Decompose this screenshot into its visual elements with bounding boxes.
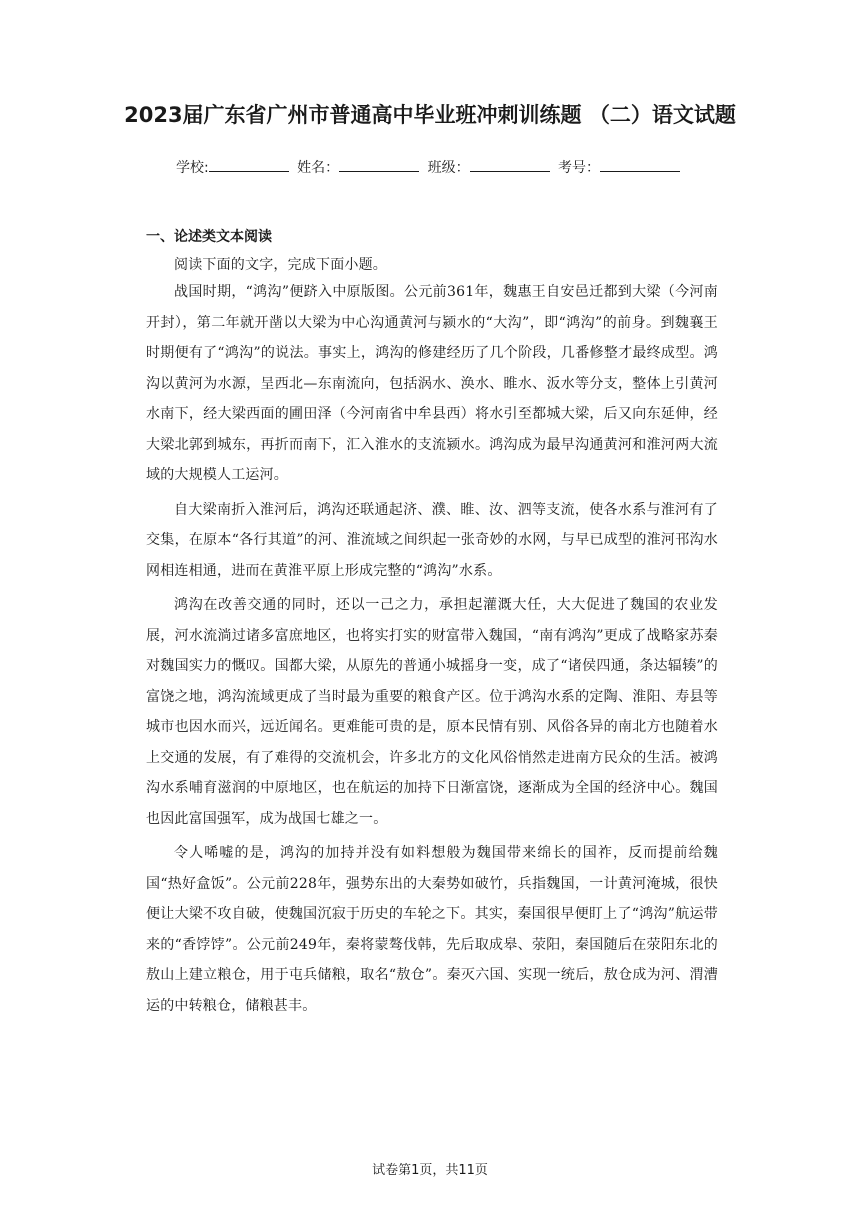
paragraph-1: 战国时期，“鸿沟”便跻入中原版图。公元前361年，魏惠王自安邑迁都到大梁（今河南开封），第二年就开凿以大梁为中心沟通黄河与颍水的“大沟”，即“鸿沟”的前身。到魏襄王时期便有了“鸿沟”的说法。事实上，鸿沟的修建经历了几个阶段，几番修整才最终成型。鸿沟以黄河为水源，呈西北—东南流向，包括涡水、涣水、睢水、汳水等分支，整体上引黄河水南下，经大梁西面的圃田泽（今河南省中牟县西）将水引至都城大梁，后又向东延伸，经大梁北郭到城东，再折而南下，汇入淮水的支流颍水。鸿沟成为最早沟通黄河和淮河两大流域的大规模人工运河。 — [146, 284, 718, 483]
name-label: 姓名： — [297, 160, 340, 176]
exam-number-label: 考号： — [558, 160, 601, 176]
exam-number-blank — [600, 156, 680, 172]
school-label: 学校: — [175, 160, 209, 176]
page-footer: 试卷第1页，共11页 — [372, 1163, 488, 1178]
class-blank — [470, 156, 550, 172]
reading-passage — [146, 253, 718, 1025]
class-label: 班级： — [427, 160, 470, 176]
instruction-text: 阅读下面的文字，完成下面小题。 — [174, 257, 387, 273]
student-info-line — [0, 156, 860, 179]
name-blank — [339, 156, 419, 172]
page-title: 2023届广东省广州市普通高中毕业班冲刺训练题 （二）语文试题 — [124, 103, 736, 127]
paragraph-2: 自大梁南折入淮河后，鸿沟还联通起济、濮、睢、汝、泗等支流，使各水系与淮河有了交集，在原本“各行其道”的河、淮流域之间织起一张奇妙的水网，与早已成型的淮河邗沟水网相连相通，进而在黄淮平原上形成完整的“鸿沟”水系。 — [146, 501, 718, 579]
school-blank — [209, 156, 289, 172]
section-heading: 一、论述类文本阅读 — [146, 229, 272, 245]
paragraph-3: 鸿沟在改善交通的同时，还以一己之力，承担起灌溉大任，大大促进了魏国的农业发展，河水流淌过诸多富庶地区，也将实打实的财富带入魏国，“南有鸿沟”更成了战略家苏秦对魏国实力的慨叹。国都大梁，从原先的普通小城摇身一变，成了“诸侯四通，条达辐辏”的富饶之地，鸿沟流域更成了当时最为重要的粮食产区。位于鸿沟水系的定陶、淮阳、寿县等城市也因水而兴，远近闻名。更难能可贵的是，原本民情有别、风俗各异的南北方也随着水上交通的发展，有了难得的交流机会，许多北方的文化风俗悄然走进南方民众的生活。被鸿沟水系哺育滋润的中原地区，也在航运的加持下日渐富饶，逐渐成为全国的经济中心。魏国也因此富国强军，成为战国七雄之一。 — [146, 597, 718, 827]
paragraph-4: 令人唏嘘的是，鸿沟的加持并没有如料想般为魏国带来绵长的国祚，反而提前给魏国“热好盒饭”。公元前228年，强势东出的大秦势如破竹，兵指魏国，一计黄河淹城，很快便让大梁不攻自破，使魏国沉寂于历史的车轮之下。其实，秦国很早便盯上了“鸿沟”航运带来的“香饽饽”。公元前249年，秦将蒙骜伐韩，先后取成皋、荥阳，秦国随后在荥阳东北的敖山上建立粮仓，用于屯兵储粮，取名“敖仓”。秦灭六国、实现一统后，敖仓成为河、渭漕运的中转粮仓，储粮甚丰。 — [146, 845, 718, 1014]
